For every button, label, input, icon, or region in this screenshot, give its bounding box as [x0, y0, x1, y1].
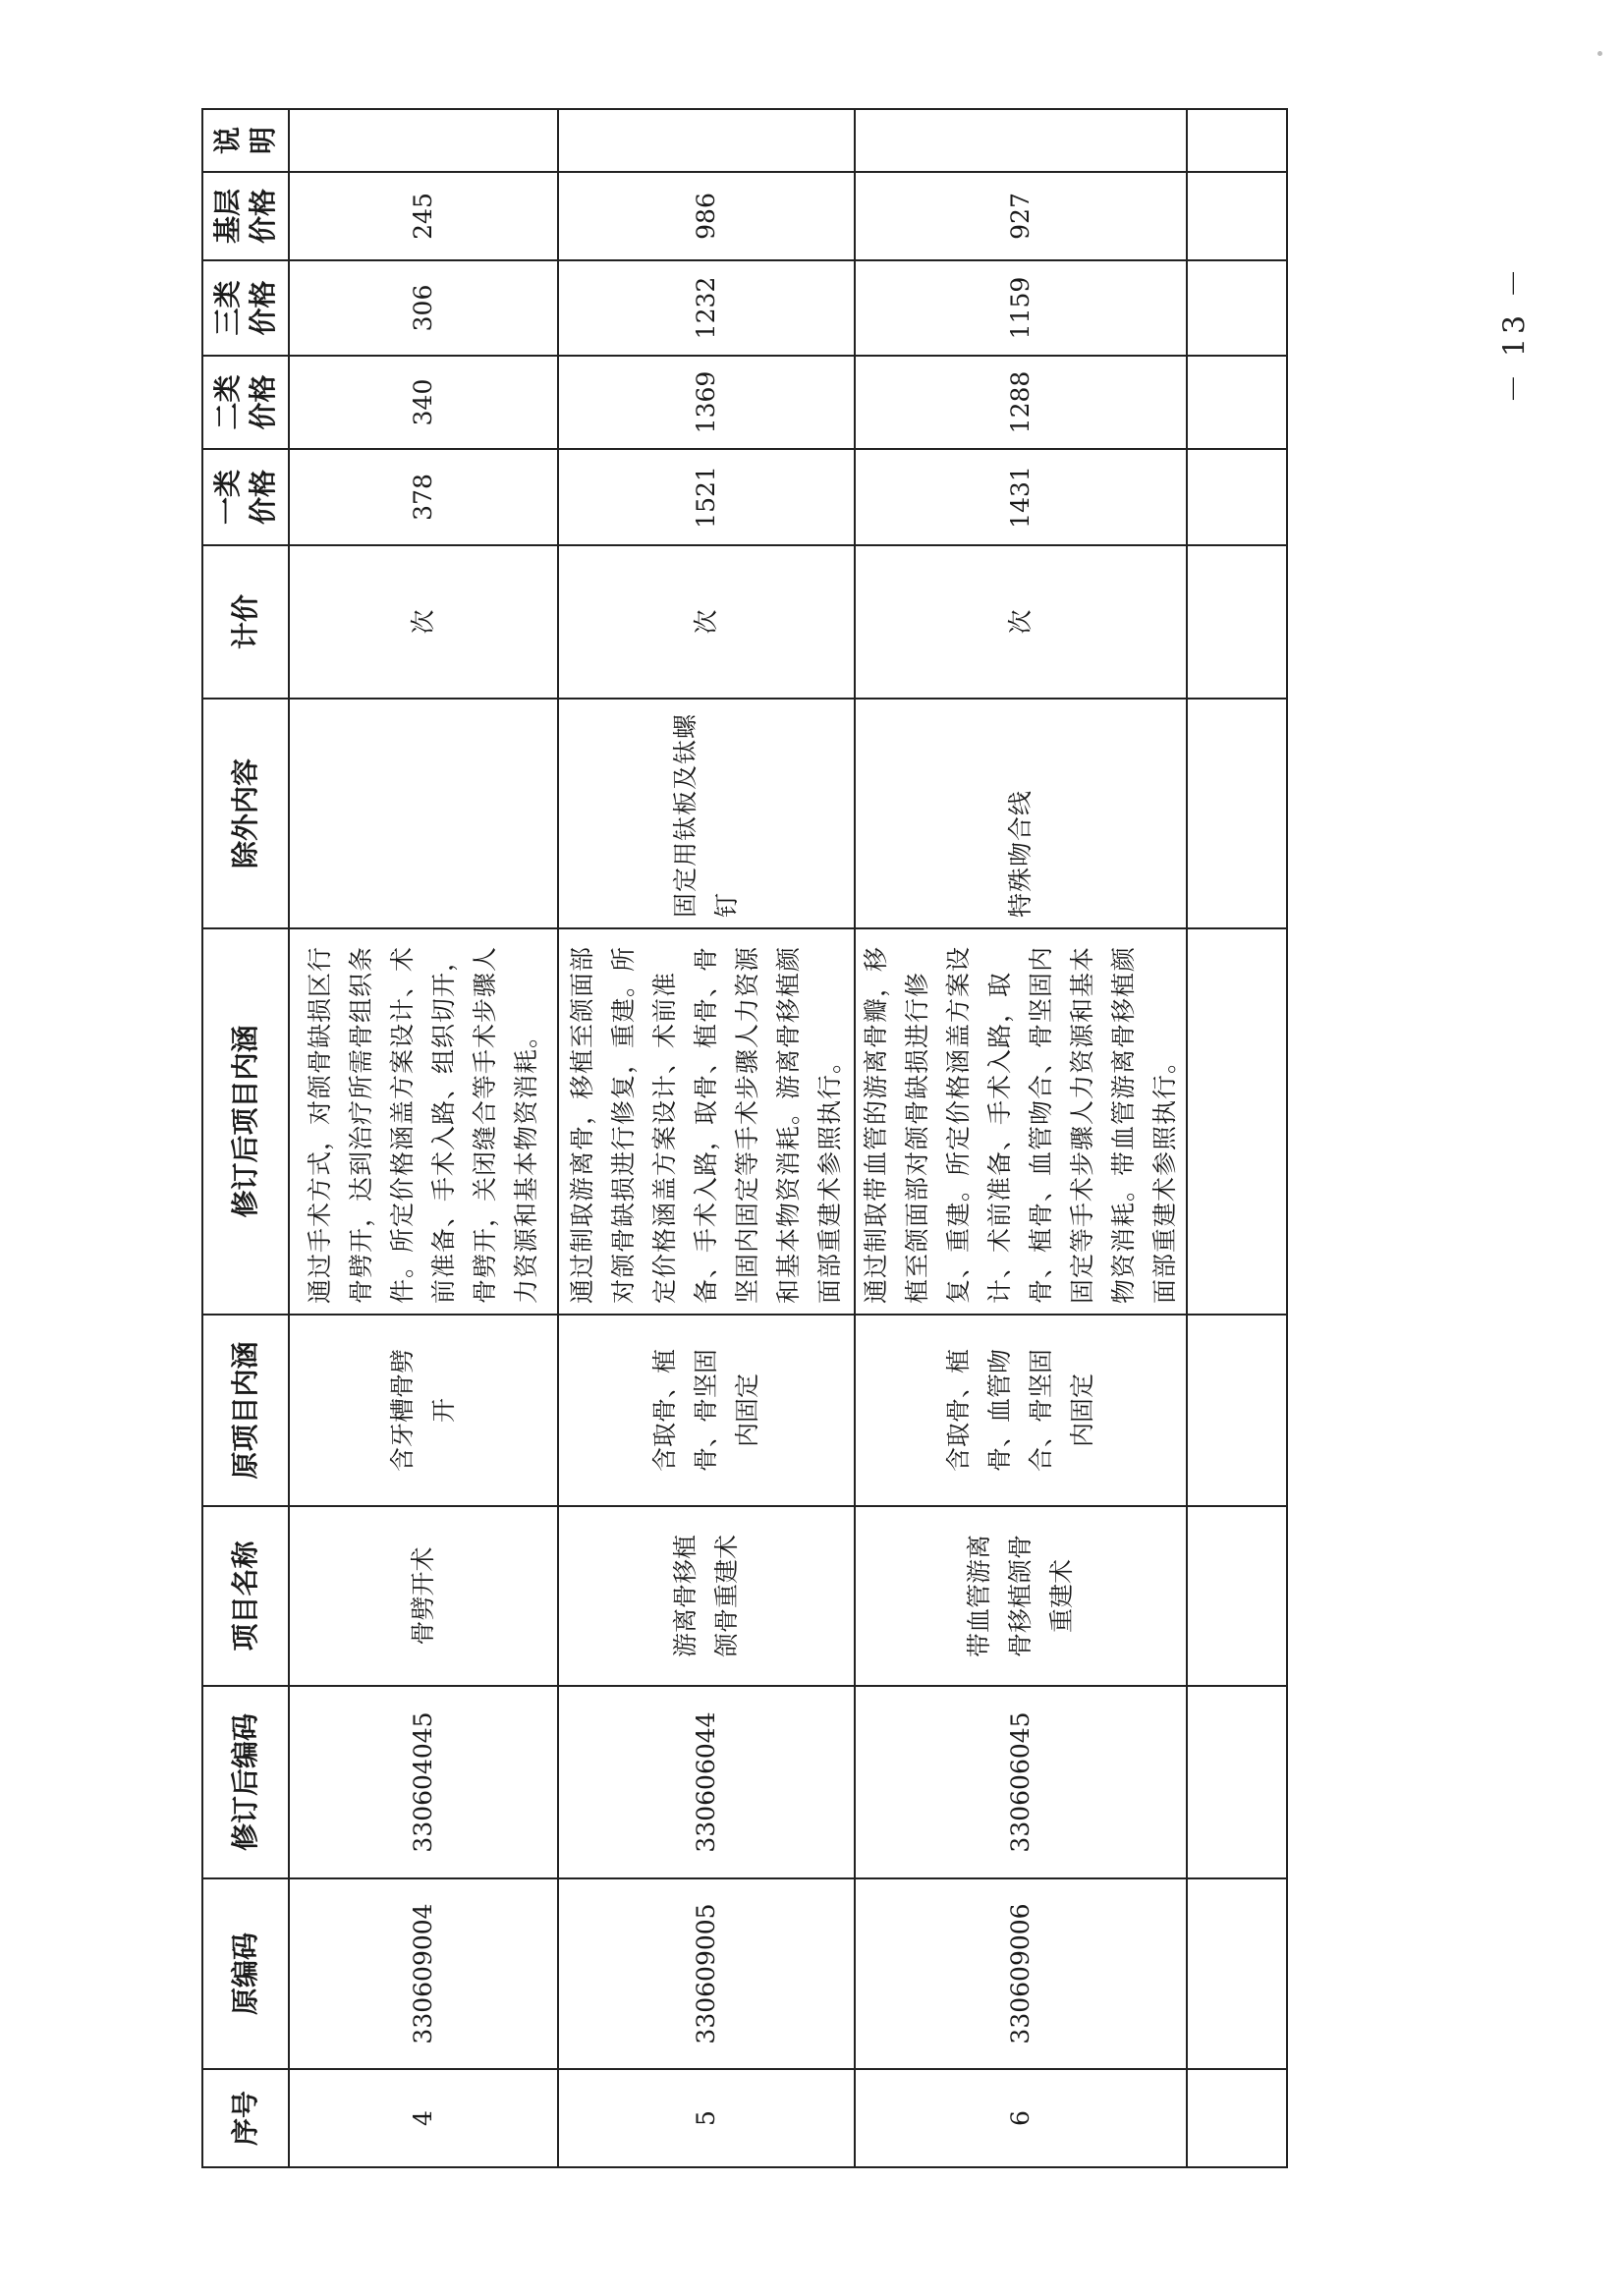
header-note: 说明 [202, 109, 289, 172]
table-row [855, 109, 1187, 2167]
header-new-content: 修订后项目内涵 [202, 928, 289, 1315]
cell-seq: 6 [855, 2069, 1187, 2167]
header-excluded: 除外内容 [202, 699, 289, 928]
cell-seq: 5 [558, 2069, 855, 2167]
cell-new-code: 330604045 [289, 1686, 558, 1878]
header-row [202, 109, 289, 2167]
price-table [201, 108, 1288, 2168]
cell-price3: 306 [289, 260, 558, 356]
rotated-page [201, 110, 1282, 2168]
page-number: － 13 － [1497, 264, 1533, 404]
header-price1: 一类价格 [202, 449, 289, 545]
header-orig-content: 原项目内涵 [202, 1315, 289, 1506]
cell-note [558, 109, 855, 172]
cell-orig-content: 含取骨、植骨、骨坚固内固定 [558, 1315, 855, 1506]
cell-unit: 次 [558, 545, 855, 699]
header-orig-code: 原编码 [202, 1878, 289, 2069]
cell-price-base: 927 [855, 172, 1187, 260]
cell-price-base: 245 [289, 172, 558, 260]
header-new-code: 修订后编码 [202, 1686, 289, 1878]
header-name: 项目名称 [202, 1506, 289, 1686]
cell-note [289, 109, 558, 172]
cell-new-code: 330606045 [855, 1686, 1187, 1878]
table-row-empty [1187, 109, 1287, 2167]
cell-name: 游离骨移植颌骨重建术 [558, 1506, 855, 1686]
cell-name: 骨劈开术 [289, 1506, 558, 1686]
scan-speck [1597, 51, 1602, 56]
table-row [558, 109, 855, 2167]
cell-price3: 1232 [558, 260, 855, 356]
cell-name: 带血管游离骨移植颌骨重建术 [855, 1506, 1187, 1686]
cell-excluded: 特殊吻合线 [855, 699, 1187, 928]
header-price3: 三类价格 [202, 260, 289, 356]
cell-excluded [289, 699, 558, 928]
cell-new-content: 通过制取带血管的游离骨瓣，移植至颌面部对颌骨缺损进行修复、重建。所定价格涵盖方案设计、术前准备、手术入路，取骨、植骨、血管吻合、骨坚固内固定等手术步骤人力资源和基本物资消耗。带血管游离骨移植颜面部重建术参照执行。 [855, 928, 1187, 1315]
table-row [289, 109, 558, 2167]
cell-unit: 次 [855, 545, 1187, 699]
cell-price2: 1288 [855, 356, 1187, 449]
header-price-base: 基层价格 [202, 172, 289, 260]
cell-seq: 4 [289, 2069, 558, 2167]
cell-price1: 1431 [855, 449, 1187, 545]
header-unit: 计价 [202, 545, 289, 699]
cell-orig-content: 含取骨、植骨、血管吻合、骨坚固内固定 [855, 1315, 1187, 1506]
cell-note [855, 109, 1187, 172]
cell-price3: 1159 [855, 260, 1187, 356]
cell-orig-code: 330609004 [289, 1878, 558, 2069]
cell-price1: 378 [289, 449, 558, 545]
cell-excluded: 固定用钛板及钛螺钉 [558, 699, 855, 928]
cell-orig-content: 含牙槽骨劈开 [289, 1315, 558, 1506]
cell-unit: 次 [289, 545, 558, 699]
cell-new-code: 330606044 [558, 1686, 855, 1878]
cell-orig-code: 330609005 [558, 1878, 855, 2069]
cell-price-base: 986 [558, 172, 855, 260]
header-price2: 二类价格 [202, 356, 289, 449]
cell-price1: 1521 [558, 449, 855, 545]
cell-orig-code: 330609006 [855, 1878, 1187, 2069]
header-seq: 序号 [202, 2069, 289, 2167]
cell-price2: 1369 [558, 356, 855, 449]
cell-new-content: 通过制取游离骨，移植至颌面部对颌骨缺损进行修复，重建。所定价格涵盖方案设计、术前准备、手术入路，取骨、植骨、骨坚固内固定等手术步骤人力资源和基本物资消耗。游离骨移植颜面部重建术参照执行。 [558, 928, 855, 1315]
cell-new-content: 通过手术方式，对颌骨缺损区行骨劈开，达到治疗所需骨组织条件。所定价格涵盖方案设计、术前准备、手术入路、组织切开，骨劈开，关闭缝合等手术步骤人力资源和基本物资消耗。 [289, 928, 558, 1315]
cell-price2: 340 [289, 356, 558, 449]
